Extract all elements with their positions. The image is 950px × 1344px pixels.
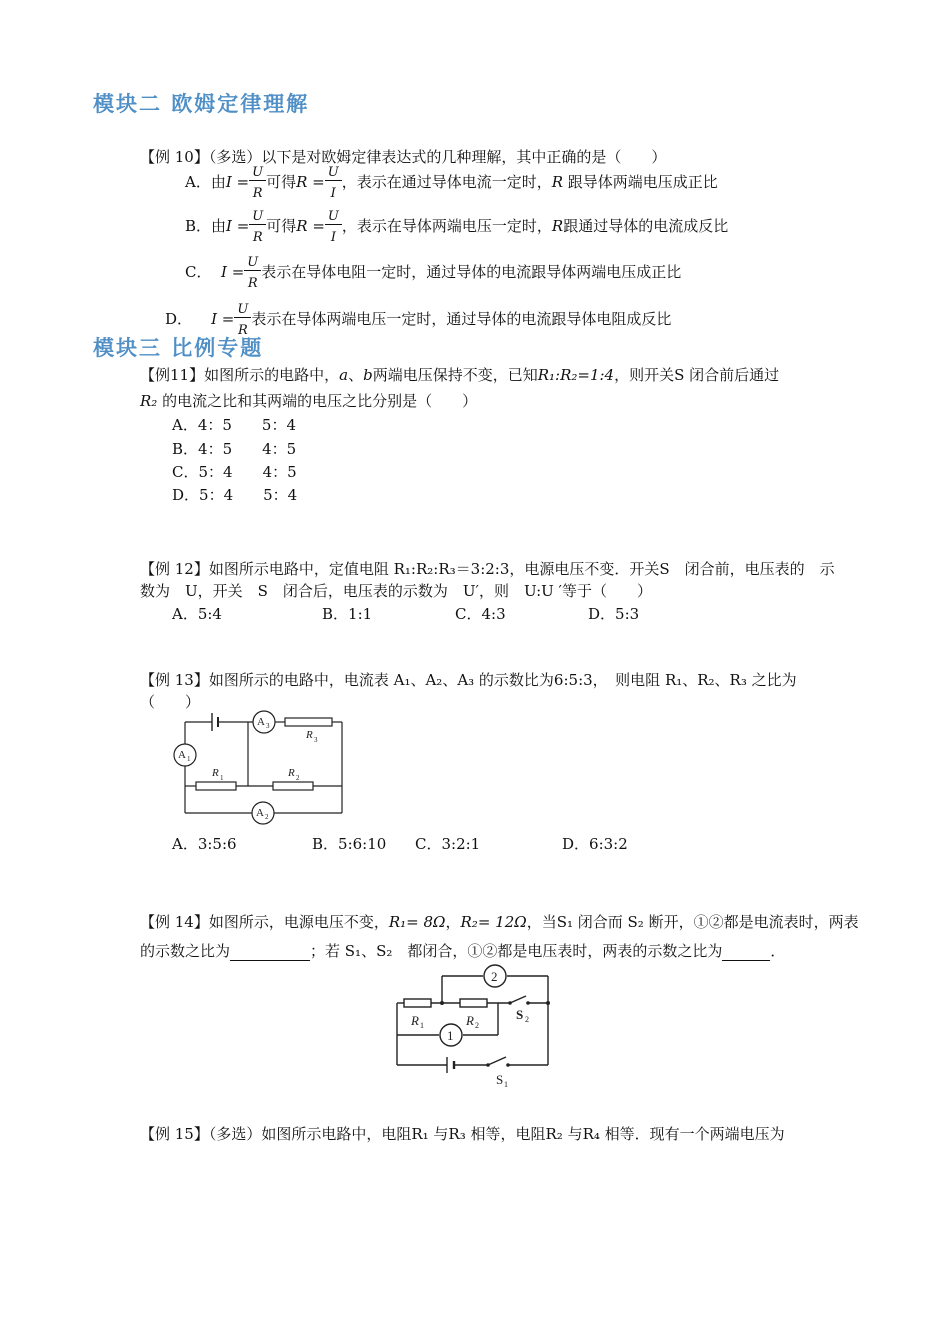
- fraction: [325, 210, 342, 244]
- text: 可得: [266, 217, 297, 235]
- variable: R: [551, 173, 564, 191]
- formula-lhs: R =: [296, 173, 325, 191]
- resistor-subscript: 3: [314, 736, 318, 744]
- denominator: I: [330, 230, 336, 245]
- option-label: C．: [185, 263, 212, 281]
- circuit-diagram-14: [390, 962, 555, 1090]
- text: 两端电压保持不变，已知: [372, 366, 538, 384]
- formula-lhs: R =: [296, 217, 325, 235]
- numerator: U: [249, 210, 266, 225]
- example-tag: 【例 10】: [140, 148, 209, 166]
- resistor-label: R: [212, 767, 219, 779]
- answer-option: B．4：5 4：5: [172, 440, 297, 458]
- text: 如图所示，电源电压不变，: [208, 913, 389, 931]
- resistor-subscript: 1: [420, 1021, 424, 1030]
- option-label: A．由: [185, 173, 226, 191]
- formula: R₂= 12Ω: [460, 913, 527, 931]
- text: 如图所示的电路中，: [204, 366, 340, 384]
- ammeter-label: A: [178, 749, 186, 761]
- text: ，则开关S 闭合前后通过: [614, 366, 780, 384]
- example-tag: 【例11】: [140, 366, 205, 384]
- switch-label: S: [516, 1007, 524, 1022]
- resistor-label: R: [288, 767, 295, 779]
- ammeter-subscript: 1: [187, 755, 191, 763]
- text: 跟通过导体的电流成反比: [563, 217, 729, 235]
- answer-option: A．4：5 5：4: [172, 416, 297, 434]
- answer-option: D．6:3:2: [562, 835, 628, 853]
- formula: R₁= 8Ω: [388, 913, 446, 931]
- example-14-line1: [140, 911, 859, 932]
- fraction: [249, 210, 266, 244]
- example-15-line1: [140, 1123, 785, 1144]
- denominator: R: [252, 186, 263, 201]
- meter-2-label: 2: [491, 969, 498, 984]
- formula-lhs: I =: [221, 263, 245, 281]
- ammeter-label: A: [257, 716, 265, 728]
- text: 、: [348, 366, 364, 384]
- option-a: [185, 166, 718, 200]
- answer-option: A．3:5:6: [172, 835, 237, 853]
- option-label: D．: [165, 310, 193, 328]
- resistor-subscript: 1: [220, 774, 224, 782]
- text: ，: [445, 913, 461, 931]
- example-11-line2: [140, 390, 477, 411]
- ammeter-subscript: 2: [265, 813, 269, 821]
- example-12-line2: 数为 U，开关 S 闭合后，电压表的示数为 U′，则 U:U ′等于（ ）: [140, 582, 652, 600]
- resistor-label: R: [306, 729, 313, 741]
- section-heading: 模块三 比例专题: [93, 336, 264, 360]
- ammeter-subscript: 3: [266, 722, 270, 730]
- answer-option: D．5:3: [588, 605, 640, 623]
- denominator: R: [237, 323, 248, 338]
- text: 的示数之比为: [140, 942, 231, 960]
- text: 如图所示的电路中，电流表 A₁、A₂、A₃ 的示数比为6:5:3， 则电阻 R₁、R₂、R₃ 之比为: [208, 671, 797, 689]
- text: 表示在导体两端电压一定时，通过导体的电流跟导体电阻成反比: [251, 310, 672, 328]
- formula-lhs: I =: [226, 217, 250, 235]
- answer-option: C．3:2:1: [415, 835, 481, 853]
- fraction: [244, 256, 261, 290]
- text: 跟导体两端电压成正比: [567, 173, 718, 191]
- answer-option: B．5:6:10: [312, 835, 387, 853]
- text: 的电流之比和其两端的电压之比分别是（ ）: [162, 392, 478, 410]
- numerator: U: [325, 166, 342, 181]
- example-tag: 【例 12】: [140, 560, 209, 578]
- resistor-subscript: 2: [296, 774, 300, 782]
- formula-lhs: I =: [225, 173, 250, 191]
- switch-label: S: [496, 1072, 504, 1087]
- resistor-label: R: [411, 1013, 419, 1028]
- denominator: R: [247, 276, 258, 291]
- numerator: U: [234, 303, 251, 318]
- meter-1-label: 1: [447, 1028, 454, 1043]
- numerator: U: [244, 256, 261, 271]
- option-c: [185, 256, 681, 290]
- text: ．: [770, 942, 786, 960]
- resistor-subscript: 2: [475, 1021, 479, 1030]
- answer-option: C．4:3: [455, 605, 506, 623]
- answer-option: B．1:1: [322, 605, 373, 623]
- text: ，表示在导体两端电压一定时，: [341, 217, 552, 235]
- section-heading: 模块二 欧姆定律理解: [93, 92, 310, 116]
- variable: R: [551, 217, 564, 235]
- answer-option: A．5:4: [172, 605, 222, 623]
- text: ；若 S₁、S₂ 都闭合，①②都是电压表时，两表的示数之比为: [310, 942, 723, 960]
- switch-subscript: 1: [504, 1080, 508, 1089]
- resistor-label: R: [466, 1013, 474, 1028]
- circuit-diagram-13: [168, 708, 348, 830]
- option-b: [185, 210, 728, 244]
- formula: R₁:R₂=1:4: [537, 366, 615, 384]
- example-tag: 【例 13】: [140, 671, 209, 689]
- example-tag: 【例 14】: [140, 913, 209, 931]
- numerator: U: [249, 166, 266, 181]
- variable: R₂: [140, 392, 158, 410]
- example-12-line1: [140, 558, 835, 579]
- text: 如图所示电路中，定值电阻 R₁:R₂:R₃＝3:2:3，电源电压不变．开关S 闭合前，电压表的 示: [208, 560, 835, 578]
- answer-option: D．5：4 5：4: [172, 486, 298, 504]
- text: 可得: [266, 173, 297, 191]
- formula-lhs: I =: [211, 310, 235, 328]
- option-label: B．由: [185, 217, 227, 235]
- answer-blank[interactable]: [230, 942, 310, 961]
- fraction: [325, 166, 342, 200]
- denominator: I: [330, 186, 336, 201]
- numerator: U: [325, 210, 342, 225]
- example-tag: 【例 15】: [140, 1125, 209, 1143]
- denominator: R: [252, 230, 263, 245]
- question-text: （多选）以下是对欧姆定律表达式的几种理解，其中正确的是（ ）: [208, 148, 667, 166]
- variable: b: [363, 366, 373, 384]
- text: ，表示在通过导体电流一定时，: [341, 173, 552, 191]
- example-13-line1: [140, 669, 797, 690]
- text: ，当S₁ 闭合而 S₂ 断开，①②都是电流表时，两表: [526, 913, 859, 931]
- switch-subscript: 2: [525, 1015, 529, 1024]
- example-11-line1: [140, 364, 779, 385]
- variable: a: [339, 366, 349, 384]
- ammeter-label: A: [256, 807, 264, 819]
- example-10-stem: [140, 146, 666, 167]
- text: （多选）如图所示电路中，电阻R₁ 与R₃ 相等，电阻R₂ 与R₄ 相等．现有一个两端电压为: [208, 1125, 785, 1143]
- example-14-line2: [140, 940, 785, 961]
- answer-blank[interactable]: [722, 942, 770, 961]
- text: 表示在导体电阻一定时，通过导体的电流跟导体两端电压成正比: [261, 263, 682, 281]
- example-13-line2: （ ）: [140, 693, 201, 711]
- answer-option: C．5：4 4：5: [172, 463, 297, 481]
- fraction: [249, 166, 266, 200]
